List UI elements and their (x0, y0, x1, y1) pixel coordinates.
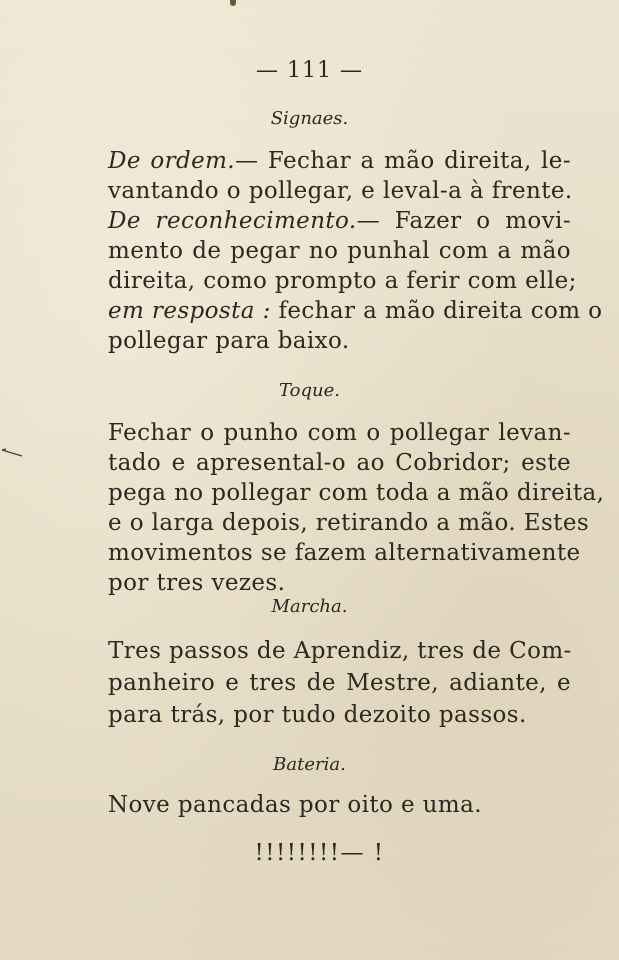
run-in-label: De ordem. (108, 148, 236, 174)
text-line (108, 208, 571, 234)
text-line (108, 298, 603, 324)
section-heading-signaes: Signaes. (270, 108, 349, 129)
line-text: fechar a mão direita com o (270, 298, 603, 324)
section-heading-bateria: Bateria. (273, 754, 346, 775)
text-line: por tres vezes. (108, 570, 286, 596)
text-line: Nove pancadas por oito e uma. (108, 792, 482, 818)
text-line: Tres passos de Aprendiz, tres de Com- (108, 638, 572, 664)
section-heading-marcha: Marcha. (271, 596, 348, 617)
section-heading-toque: Toque. (279, 380, 340, 401)
text-line: panheiro e tres de Mestre, adiante, e (108, 670, 571, 696)
knock-notation: !!!!!!!!— ! (254, 840, 385, 866)
run-in-label: em resposta : (108, 298, 271, 324)
text-line: movimentos se fazem alternativamente (108, 540, 581, 566)
page-number: — 111 — (256, 58, 363, 83)
text-line: e o larga depois, retirando a mão. Estes (108, 510, 590, 536)
text-line: mento de pegar no punhal com a mão (108, 238, 571, 264)
text-line: Fechar o punho com o pollegar levan- (108, 420, 571, 446)
text-line: direita, como prompto a ferir com elle; (108, 268, 577, 294)
text-line: tado e apresental-o ao Cobridor; este (108, 450, 571, 476)
text-line: pollegar para baixo. (108, 328, 350, 354)
text-line: pega no pollegar com toda a mão direita, (108, 480, 605, 506)
line-text: — Fazer o movi- (356, 208, 571, 234)
text-line: vantando o pollegar, e leval-a à frente. (108, 178, 573, 204)
text-line: para trás, por tudo dezoito passos. (108, 702, 527, 728)
line-text: — Fechar a mão direita, le- (235, 148, 571, 174)
text-line (108, 148, 571, 174)
run-in-label: De reconhecimento. (108, 208, 357, 234)
margin-pointer-mark (0, 446, 26, 460)
binding-mark (230, 0, 236, 6)
